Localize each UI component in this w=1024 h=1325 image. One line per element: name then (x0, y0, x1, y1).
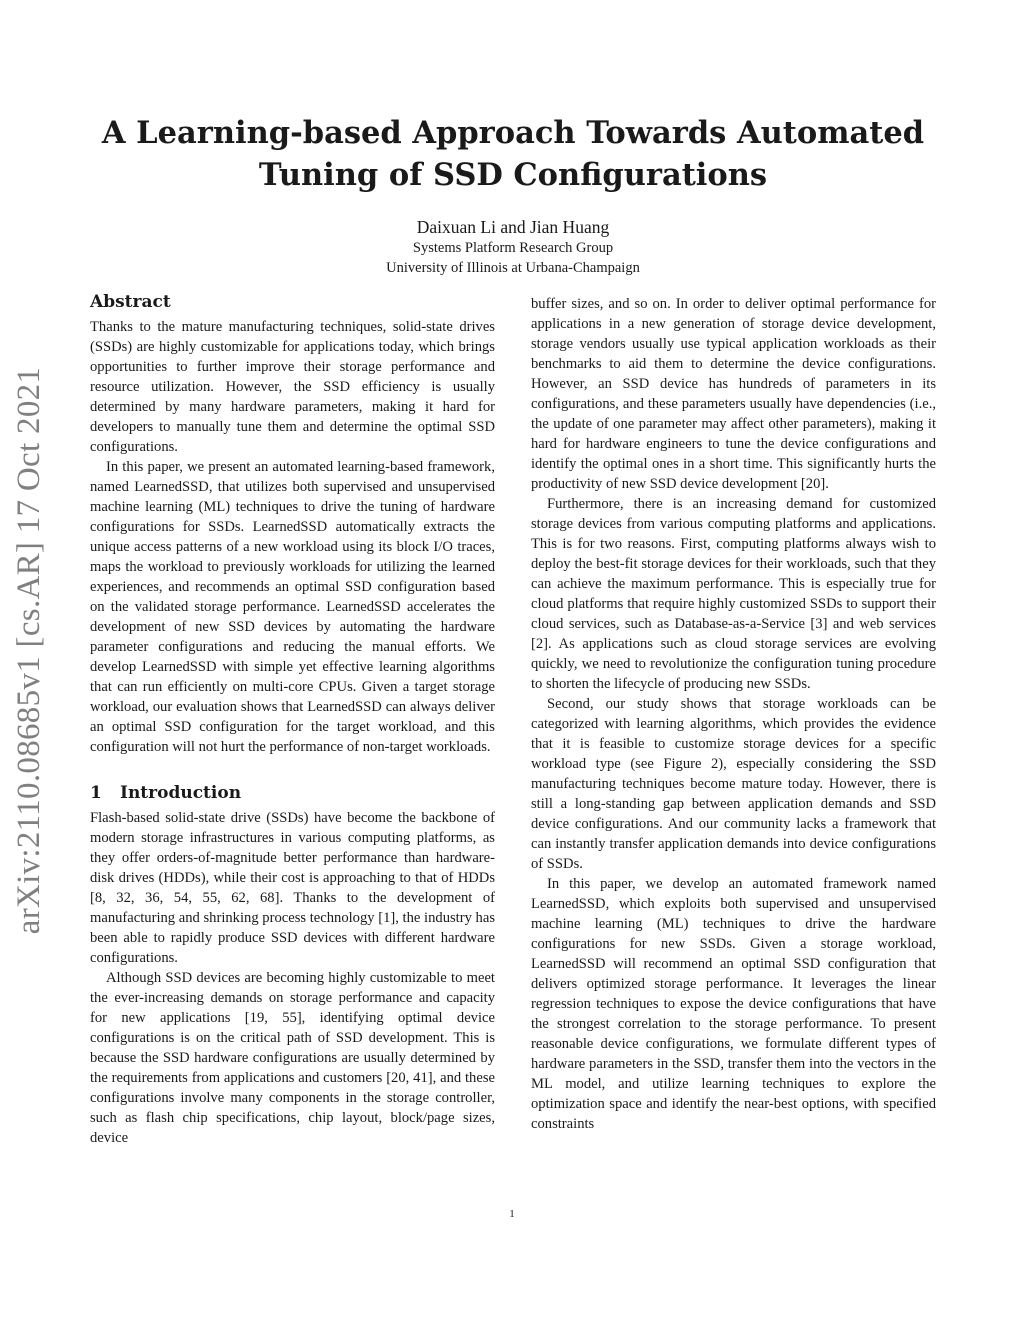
section-title: Introduction (120, 783, 242, 803)
introduction-heading (90, 782, 495, 804)
arxiv-identifier-text: arXiv:2110.08685v1 [cs.AR] 17 Oct 2021 (11, 366, 48, 934)
right-paragraph-1: buffer sizes, and so on. In order to deliver optimal performance for applications in a new generation of storage device development, storage vendors usually use typical application workloads as their benchmarks to aid them to determine the device configurations. However, an SSD device has hundreds of parameters in its configurations, and these parameters usually have dependencies (i.e., the update of one parameter may affect other parameters), making it hard for hardware engineers to tune the device configurations and identify the optimal ones in a short time. This significantly hurts the productivity of new SSD device development [20]. (531, 296, 936, 492)
section-number: 1 (90, 783, 102, 803)
right-paragraph-2: Furthermore, there is an increasing demand for customized storage devices from various computing platforms and applications. This is for two reasons. First, computing platforms always wish to deploy the best-fit storage devices for their workloads, such that they can achieve the maximum performance. This is especially true for cloud platforms that require highly customized SSDs to support their cloud services, such as Database-as-a-Service [3] and web services [2]. As applications such as cloud storage services are evolving quickly, we need to revolutionize the configuration tuning procedure to shorten the lifecycle of producing new SSDs. (531, 496, 936, 692)
title-line-2: Tuning of SSD Configurations (258, 157, 768, 193)
left-column (90, 291, 495, 1148)
abstract-paragraph-1: Thanks to the mature manufacturing techniques, solid-state drives (SSDs) are highly customizable for applications today, which brings opportunities to further improve their storage performance and resource utilization. However, the SSD efficiency is usually determined by many hardware parameters, making it hard for developers to manually tune them and determine the optimal SSD configurations. (90, 319, 495, 455)
right-paragraph-4: In this paper, we develop an automated framework named LearnedSSD, which exploits both supervised and unsupervised machine learning (ML) techniques to drive the hardware configurations for new SSDs. Given a storage workload, LearnedSSD will recommend an optimal SSD configuration that delivers optimized storage performance. It leverages the linear regression techniques to expose the device configurations that have the strongest correlation to the storage performance. To present reasonable device configurations, we formulate different types of hardware parameters in the SSD, transfer them into the vectors in the ML model, and utilize learning techniques to explore the optimization space and identify the near-best options, with specified constraints (531, 876, 936, 1132)
right-column (531, 294, 936, 1134)
intro-paragraph-1: Flash-based solid-state drive (SSDs) have become the backbone of modern storage infrastructures in various computing platforms, as they offer orders-of-magnitude better performance than hardware-disk drives (HDDs), while their cost is approaching to that of HDDs [8, 32, 36, 54, 55, 62, 68]. Thanks to the development of manufacturing and shrinking process technology [1], the industry has been able to rapidly produce SSD devices with different hardware configurations. (90, 810, 495, 966)
right-paragraph-3: Second, our study shows that storage workloads can be categorized with learning algorithms, which provides the evidence that it is feasible to customize storage devices for a specific workload type (see Figure 2), especially considering the SSD manufacturing techniques become mature today. However, there is still a long-standing gap between application demands and SSD device configurations. And our community lacks a framework that can instantly transfer application demands into device configurations of SSDs. (531, 696, 936, 872)
page-number: 1 (509, 1208, 515, 1220)
author-names: Daixuan Li and Jian Huang (416, 217, 610, 237)
abstract-paragraph-2: In this paper, we present an automated learning-based framework, named LearnedSSD, that utilizes both supervised and unsupervised machine learning (ML) techniques to drive the tuning of hardware configurations for SSDs. LearnedSSD automatically extracts the unique access patterns of a new workload using its block I/O traces, maps the workload to previously workloads for utilizing the learned experiences, and recommends an optimal SSD configuration based on the validated storage performance. LearnedSSD accelerates the development of new SSD devices by automating the hardware parameter configurations and reducing the manual efforts. We develop LearnedSSD with simple yet effective learning algorithms that can run efficiently on multi-core CPUs. Given a target storage workload, our evaluation shows that LearnedSSD can always deliver an optimal SSD configuration for the target workload, and this configuration will not hurt the performance of non-target workloads. (90, 459, 495, 755)
intro-paragraph-2: Although SSD devices are becoming highly customizable to meet the ever-increasing demands on storage performance and capacity for new applications [19, 55], identifying optimal device configurations is on the critical path of SSD development. This is because the SSD hardware configurations are usually determined by the requirements from applications and customers [20, 41], and these configurations involve many components in the storage controller, such as flash chip specifications, chip layout, block/page sizes, device (90, 970, 495, 1146)
arxiv-identifier-stamp (5, 355, 55, 945)
abstract-heading: Abstract (90, 292, 171, 312)
title-block (90, 112, 936, 278)
paper-title (90, 112, 936, 196)
title-line-1: A Learning-based Approach Towards Automated (101, 115, 925, 151)
affiliation-group: Systems Platform Research Group (412, 240, 614, 256)
affiliation-university: University of Illinois at Urbana-Champaign (386, 260, 640, 276)
